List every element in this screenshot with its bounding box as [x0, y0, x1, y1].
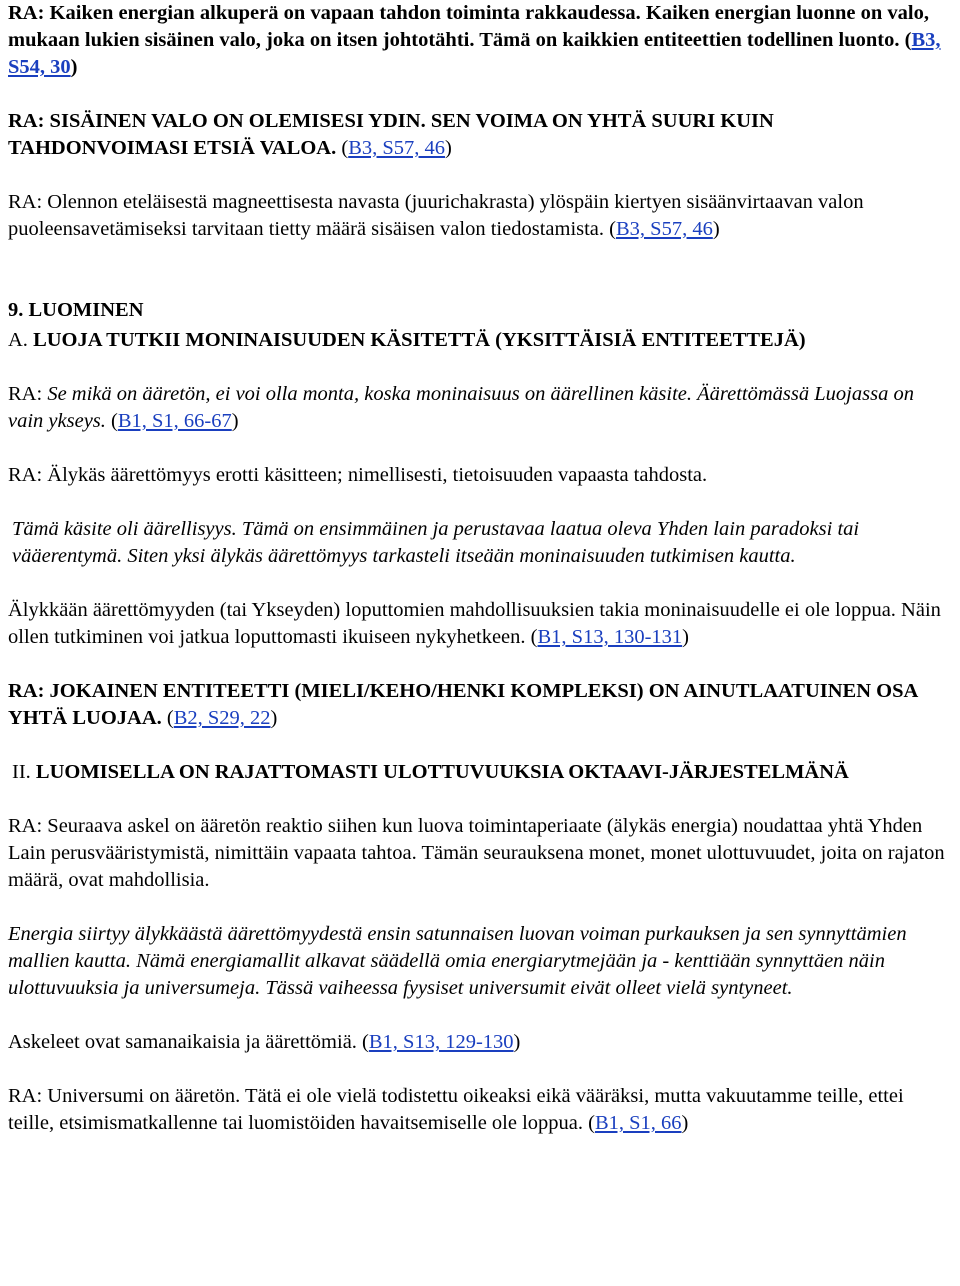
paragraph-text: RA: Universumi on ääretön. Tätä ei ole vielä todistettu oikeaksi eikä vääräksi, mutta vakuutamme teille, ettei teille, etsimismatkallenne tai luomistöiden havaitsemiselle ole loppua.	[8, 1085, 904, 1134]
paragraph-energy-origin: RA: Kaiken energian alkuperä on vapaan tahdon toiminta rakkaudessa. Kaiken energian luonne on valo, mukaan lukien sisäinen valo, joka on itsen johtotähti. Tämä on kaikkien entiteettien todellinen luonto. (B3, S54, 30)	[8, 2, 941, 78]
paragraph-endless-exploration: Älykkään äärettömyyden (tai Ykseyden) loputtomien mahdollisuuksien takia moninaisuudelle ei ole loppua. Näin ollen tutkiminen voi jatkua loputtomasti ikuiseen nykyhetkeen. (B1, S13, 130-131)	[8, 599, 941, 648]
paragraph-intelligent-infinity: RA: Älykäs äärettömyys erotti käsitteen; nimellisesti, tietoisuuden vapaasta tahdosta.	[8, 464, 708, 486]
paragraph-text: RA: SISÄINEN VALO ON OLEMISESI YDIN. SEN VOIMA ON YHTÄ SUURI KUIN TAHDONVOIMASI ETSIÄ VALOA.	[8, 110, 774, 159]
subsection-heading-a: A. LUOJA TUTKII MONINAISUUDEN KÄSITETTÄ (YKSITTÄISIÄ ENTITEETTEJÄ)	[8, 329, 806, 351]
paragraph-infinite-universe: RA: Universumi on ääretön. Tätä ei ole vielä todistettu oikeaksi eikä vääräksi, mutta vakuutamme teille, ettei teille, etsimismatkallenne tai luomistöiden havaitsemiselle ole loppua. (B1, S1, 66)	[8, 1085, 904, 1134]
section-heading: 9. LUOMINEN	[8, 299, 144, 321]
reference-link[interactable]: B1, S13, 130-131	[537, 626, 683, 648]
paragraph-text: Askeleet ovat samanaikaisia ja äärettömiä.	[8, 1031, 357, 1053]
subsection-heading-ii: II. LUOMISELLA ON RAJATTOMASTI ULOTTUVUUKSIA OKTAAVI-JÄRJESTELMÄNÄ	[12, 761, 849, 783]
paragraph-inner-light: RA: SISÄINEN VALO ON OLEMISESI YDIN. SEN VOIMA ON YHTÄ SUURI KUIN TAHDONVOIMASI ETSIÄ VALOA. (B3, S57, 46)	[8, 110, 774, 159]
paragraph-text: RA: JOKAINEN ENTITEETTI (MIELI/KEHO/HENKI KOMPLEKSI) ON AINUTLAATUINEN OSA YHTÄ LUOJAA.	[8, 680, 918, 729]
reference-link[interactable]: B1, S1, 66-67	[117, 410, 232, 432]
paragraph-unique-entity: RA: JOKAINEN ENTITEETTI (MIELI/KEHO/HENKI KOMPLEKSI) ON AINUTLAATUINEN OSA YHTÄ LUOJAA. (B2, S29, 22)	[8, 680, 918, 729]
paragraph-text: Älykkään äärettömyyden (tai Ykseyden) loputtomien mahdollisuuksien takia moninaisuudelle ei ole loppua. Näin ollen tutkiminen voi jatkua loputtomasti ikuiseen nykyhetkeen.	[8, 599, 941, 648]
paragraph-text: RA: Olennon eteläisestä magneettisesta navasta (juurichakrasta) ylöspäin kiertyen sisäänvirtaavan valon puoleensavetämiseksi tarvitaan tietty määrä sisäisen valon tiedostamista.	[8, 191, 864, 240]
paragraph-next-step: RA: Seuraava askel on ääretön reaktio siihen kun luova toimintaperiaate (älykäs energia) noudattaa yhtä Yhden Lain perusvääristymistä, nimittäin vapaata tahtoa. Tämän seurauksena monet, monet ulottuvuudet, joita on rajaton määrä, ovat mahdollisia.	[8, 815, 945, 891]
reference-link[interactable]: B1, S1, 66	[594, 1112, 682, 1134]
paragraph-infinite-unity: RA: Se mikä on ääretön, ei voi olla monta, koska moninaisuus on äärellinen käsite. Äärettömässä Luojassa on vain ykseys. (B1, S1, 66-67)	[8, 383, 914, 432]
paragraph-finity: Tämä käsite oli äärellisyys. Tämä on ensimmäinen ja perustavaa laatua oleva Yhden lain paradoksi tai vääerentymä. Siten yksi älykäs äärettömyys tarkasteli itseään moninaisuuden tutkimisen kautta.	[12, 518, 860, 567]
reference-link[interactable]: B1, S13, 129-130	[368, 1031, 514, 1053]
paragraph-text: RA: Kaiken energian alkuperä on vapaan tahdon toiminta rakkaudessa. Kaiken energian luonne on valo, mukaan lukien sisäinen valo, joka on itsen johtotähti. Tämä on kaikkien entiteettien todellinen luonto.	[8, 2, 929, 51]
paragraph-simultaneous-steps: Askeleet ovat samanaikaisia ja äärettömiä. (B1, S13, 129-130)	[8, 1031, 521, 1053]
reference-link[interactable]: B2, S29, 22	[173, 707, 271, 729]
paragraph-text: Se mikä on ääretön, ei voi olla monta, koska moninaisuus on äärellinen käsite. Äärettömässä Luojassa on vain ykseys.	[8, 383, 914, 432]
paragraph-energy-patterns: Energia siirtyy älykkäästä äärettömyydestä ensin satunnaisen luovan voiman purkauksen ja sen synnyttämien mallien kautta. Nämä energiamallit alkavat säädellä omia energiarytmejään ja - kenttiään synnyttäen näin ulottuvuuksia ja universumeja. Tässä vaiheessa fyysiset universumit eivät olleet vielä syntyneet.	[8, 923, 907, 999]
paragraph-magnetic-pole: RA: Olennon eteläisestä magneettisesta navasta (juurichakrasta) ylöspäin kiertyen sisäänvirtaavan valon puoleensavetämiseksi tarvitaan tietty määrä sisäisen valon tiedostamista. (B3, S57, 46)	[8, 191, 864, 240]
reference-link[interactable]: B3, S57, 46	[348, 137, 446, 159]
reference-link[interactable]: B3, S57, 46	[616, 218, 713, 240]
reference-link[interactable]: B3, S54, 30	[8, 29, 941, 78]
